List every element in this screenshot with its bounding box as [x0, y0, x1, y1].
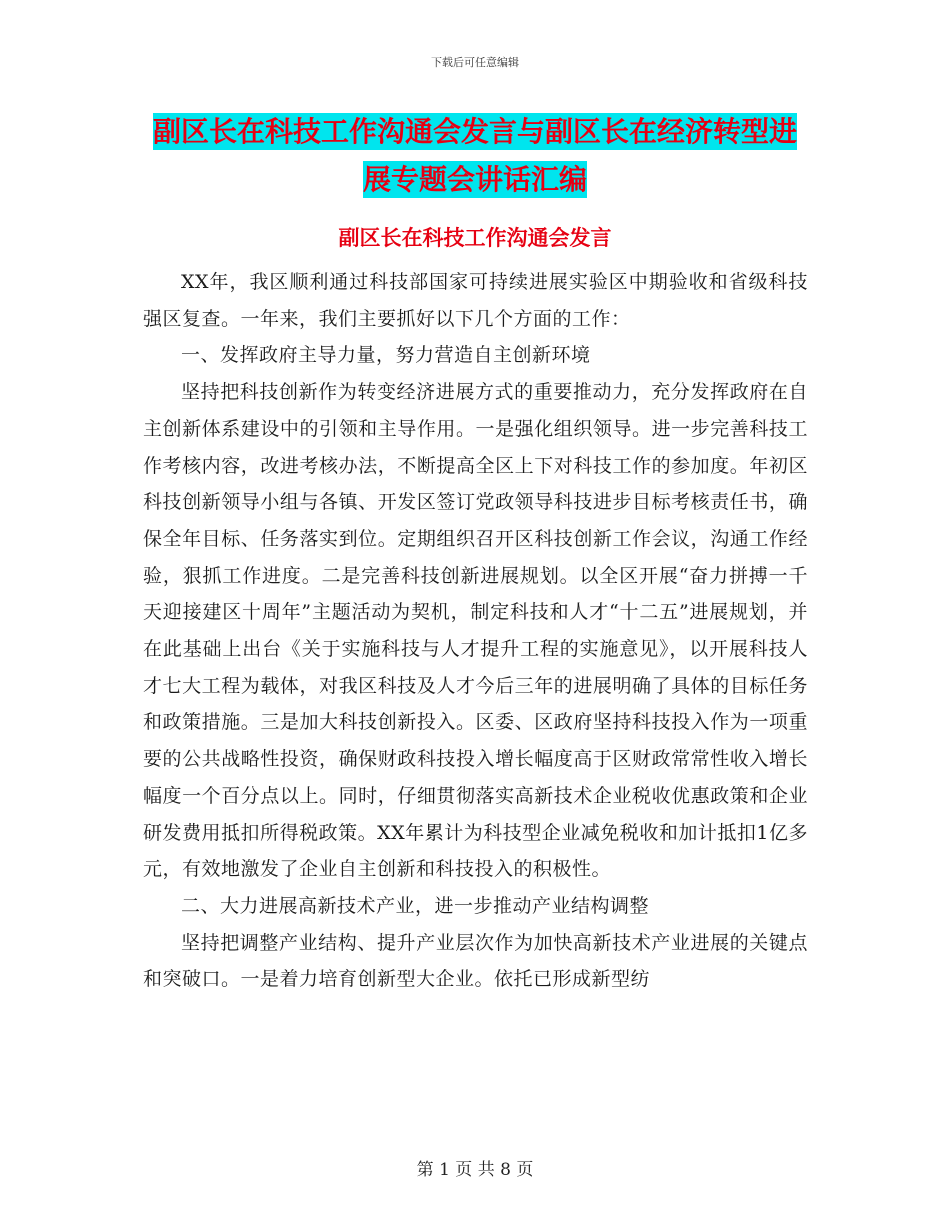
- page-number-footer: 第 1 页 共 8 页: [416, 1160, 534, 1180]
- heading-part-1: 一、发挥政府主导力量，努力营造自主创新环境: [181, 344, 591, 367]
- paragraph-part-1: 坚持把科技创新作为转变经济进展方式的重要推动力，充分发挥政府在自主创新体系建设中的引领和主导作用。一是强化组织领导。进一步完善科技工作考核内容，改进考核办法，不断提高全区上下对科技工作的参加度。年初区科技创新领导小组与各镇、开发区签订党政领导科技进步目标考核责任书，确保全年目标、任务落实到位。定期组织召开区科技创新工作会议，沟通工作经验，狠抓工作进度。二是完善科技创新进展规划。以全区开展“奋力拼搏一千天迎接建区十周年”主题活动为契机，制定科技和人才“十二五”进展规划，并在此基础上出台《关于实施科技与人才提升工程的实施意见》，以开展科技人才七大工程为载体，对我区科技及人才今后三年的进展明确了具体的目标任务和政策措施。三是加大科技创新投入。区委、区政府坚持科技投入作为一项重要的公共战略性投资，确保财政科技投入增长幅度高于区财政常常性收入增长幅度一个百分点以上。同时，仔细贯彻落实高新技术企业税收优惠政策和企业研发费用抵扣所得税政策。XX年累计为科技型企业减免税收和加计抵扣1亿多元，有效地激发了企业自主创新和科技投入的积极性。: [143, 381, 808, 881]
- paragraph-intro: XX年，我区顺利通过科技部国家可持续进展实验区中期验收和省级科技强区复查。一年来，我们主要抓好以下几个方面的工作：: [143, 271, 808, 330]
- document-title: [140, 108, 810, 204]
- paragraph-part-2: 坚持把调整产业结构、提升产业层次作为加快高新技术产业进展的关键点和突破口。一是着力培育创新型大企业。依托已形成新型纺: [143, 931, 808, 991]
- section-title: 副区长在科技工作沟通会发言: [338, 226, 612, 250]
- document-title-line-1: 副区长在科技工作沟通会发言与副区长在经济转型进: [152, 115, 797, 148]
- header-note: 下载后可任意编辑: [431, 56, 519, 69]
- document-title-line-2: 展专题会讲话汇编: [362, 163, 587, 196]
- heading-part-2: 二、大力进展高新技术产业，进一步推动产业结构调整: [181, 894, 650, 917]
- document-body: [143, 264, 808, 998]
